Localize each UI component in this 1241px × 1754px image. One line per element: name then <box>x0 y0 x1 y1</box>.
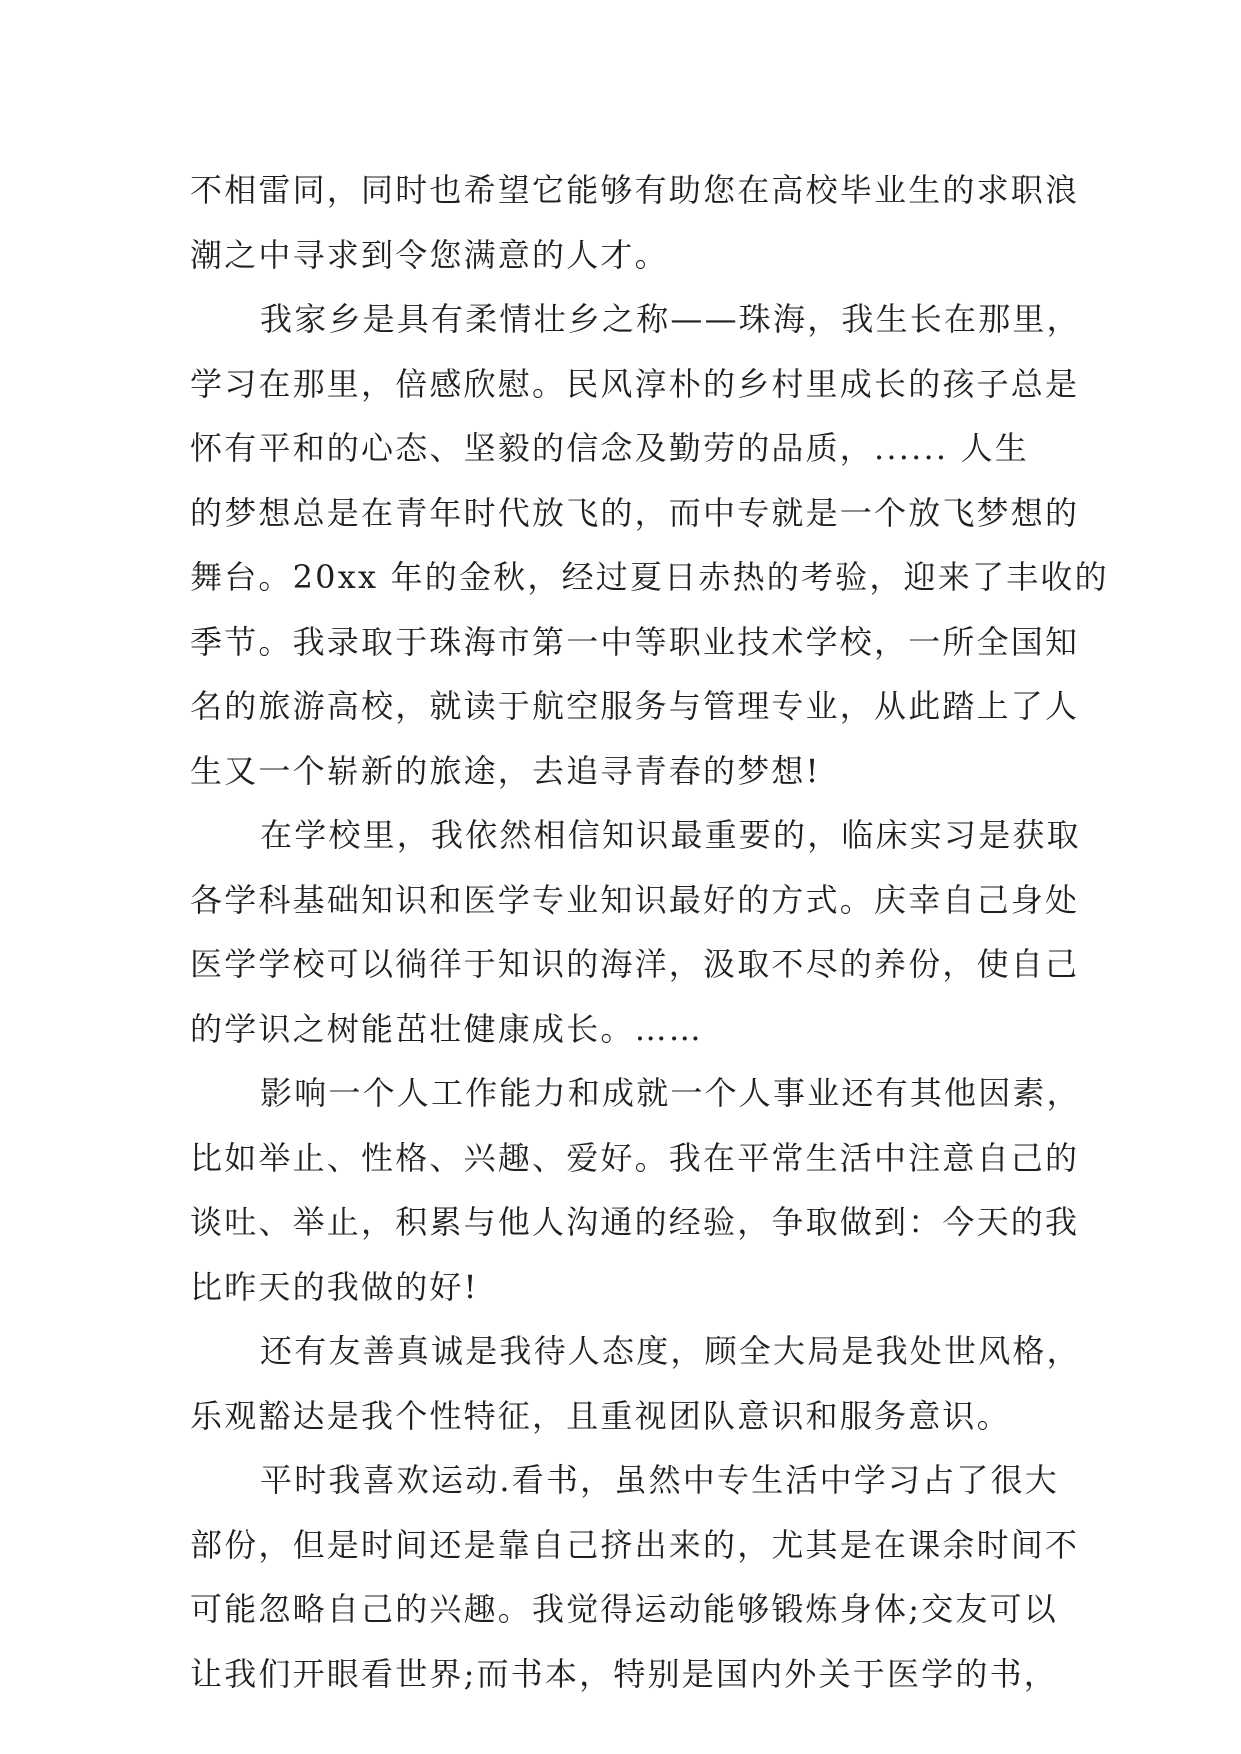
paragraph-line: 生又一个崭新的旅途，去追寻青春的梦想! <box>190 751 821 790</box>
paragraph-line: 的梦想总是在青年时代放飞的，而中专就是一个放飞梦想的 <box>190 493 1080 532</box>
paragraph-line: 不相雷同，同时也希望它能够有助您在高校毕业生的求职浪 <box>190 171 1080 209</box>
document-body <box>190 158 1109 1706</box>
paragraph-line: 比如举止、性格、兴趣、爱好。我在平常生活中注意自己的 <box>190 1138 1080 1177</box>
paragraph-line: 怀有平和的心态、坚毅的信念及勤劳的品质，...... 人生 <box>190 429 1030 467</box>
paragraph-line: 医学学校可以徜徉于知识的海洋，汲取不尽的养份，使自己 <box>190 945 1080 983</box>
paragraph-line: 让我们开眼看世界;而书本，特别是国内外关于医学的书， <box>190 1654 1058 1693</box>
paragraph-line: 比昨天的我做的好! <box>190 1267 479 1306</box>
paragraph-first-line: 平时我喜欢运动.看书，虽然中专生活中学习占了很大 <box>260 1461 1059 1499</box>
paragraph-line: 学习在那里，倍感欣慰。民风淳朴的乡村里成长的孩子总是 <box>190 364 1080 403</box>
paragraph-line: 各学科基础知识和医学专业知识最好的方式。庆幸自己身处 <box>190 880 1080 919</box>
paragraph-line: 季节。我录取于珠海市第一中等职业技术学校，一所全国知 <box>190 622 1080 661</box>
paragraph-first-line: 还有友善真诚是我待人态度，顾全大局是我处世风格， <box>260 1332 1081 1370</box>
paragraph-line: 名的旅游高校，就读于航空服务与管理专业，从此踏上了人 <box>190 687 1080 725</box>
paragraph-line: 可能忽略自己的兴趣。我觉得运动能够锻炼身体;交友可以 <box>190 1590 1058 1628</box>
paragraph-line: 乐观豁达是我个性特征，且重视团队意识和服务意识。 <box>190 1396 1011 1435</box>
paragraph-line: 部份，但是时间还是靠自己挤出来的，尤其是在课余时间不 <box>190 1525 1080 1564</box>
paragraph-line: 舞台。20xx 年的金秋，经过夏日赤热的考验，迎来了丰收的 <box>190 558 1109 596</box>
paragraph-first-line: 在学校里，我依然相信知识最重要的，临床实习是获取 <box>260 816 1081 854</box>
paragraph-line: 潮之中寻求到令您满意的人才。 <box>190 235 669 274</box>
paragraph-first-line: 影响一个人工作能力和成就一个人事业还有其他因素， <box>260 1074 1081 1112</box>
paragraph-line: 的学识之树能茁壮健康成长。…… <box>190 1009 704 1048</box>
paragraph-line: 谈吐、举止，积累与他人沟通的经验，争取做到：今天的我 <box>190 1203 1080 1241</box>
paragraph-first-line: 我家乡是具有柔情壮乡之称——珠海，我生长在那里， <box>260 300 1081 338</box>
